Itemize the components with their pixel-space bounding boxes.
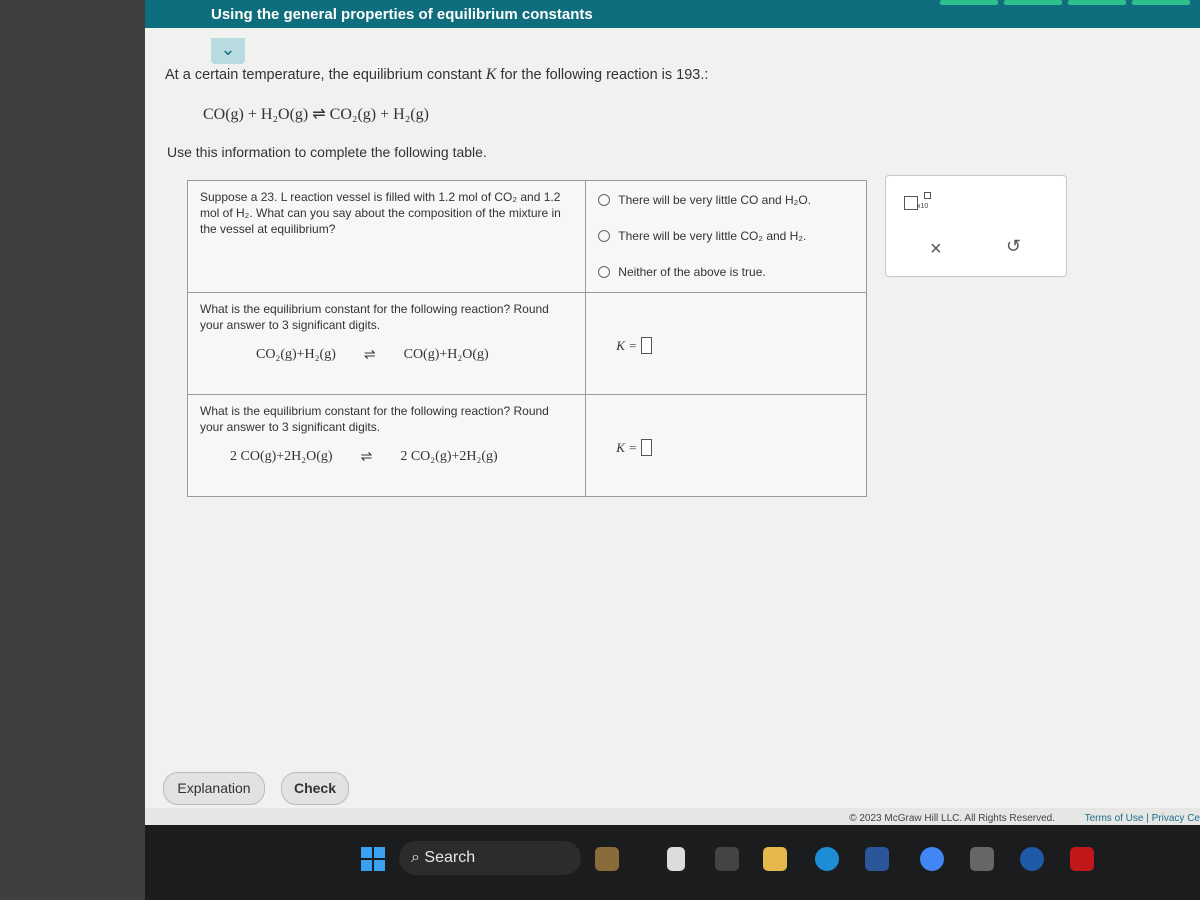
question-cell <box>188 181 586 293</box>
page-title: Using the general properties of equilibrium constants <box>211 6 593 23</box>
instructions: Use this information to complete the following table. <box>167 144 487 160</box>
radio-option-2[interactable]: There will be very little CO₂ and H₂. <box>598 229 854 243</box>
progress-bar <box>940 0 1190 6</box>
edge-icon[interactable] <box>815 847 839 871</box>
widgets-icon[interactable] <box>595 847 619 871</box>
menu-icon[interactable] <box>148 4 176 28</box>
k-answer: K = <box>616 337 854 354</box>
question-text: What is the equilibrium constant for the following reaction? Round your answer to 3 significant digits. <box>200 404 549 434</box>
radio-button[interactable] <box>598 230 610 242</box>
undo-icon[interactable]: ↺ <box>1006 236 1022 256</box>
collapse-chevron-icon[interactable]: ⌄ <box>211 38 245 64</box>
windows-start-icon[interactable] <box>361 847 385 871</box>
mcafee-icon[interactable] <box>1070 847 1094 871</box>
radio-button[interactable] <box>598 194 610 206</box>
answer-cell <box>586 293 867 395</box>
reaction-equation: CO₂(g)+H₂(g) ⇌ CO(g)+H₂O(g) <box>256 347 489 363</box>
question-cell <box>188 395 586 497</box>
check-button[interactable]: Check <box>281 772 349 805</box>
reaction-equation: 2 CO(g)+2H₂O(g) ⇌ 2 CO₂(g)+2H₂(g) <box>230 449 498 465</box>
browser-content <box>145 0 1200 825</box>
main-reaction: CO(g) + H₂O(g) ⇌ CO₂(g) + H₂(g) <box>203 106 429 123</box>
table-row <box>188 181 867 293</box>
copyright: © 2023 McGraw Hill LLC. All Rights Reserved. <box>849 813 1055 824</box>
privacy-link[interactable]: Privacy Ce <box>1151 813 1200 824</box>
radio-option-3[interactable]: Neither of the above is true. <box>598 265 854 279</box>
files-icon[interactable] <box>667 847 685 871</box>
store-icon[interactable] <box>970 847 994 871</box>
k-answer: K = <box>616 439 854 456</box>
question-text: What is the equilibrium constant for the following reaction? Round your answer to 3 significant digits. <box>200 302 549 332</box>
k-input[interactable] <box>641 337 652 354</box>
desk-background <box>0 0 145 900</box>
table-row <box>188 395 867 497</box>
x10-tool-icon[interactable] <box>904 196 918 210</box>
taskbar-search[interactable]: ⌕ Search <box>399 841 581 875</box>
meet-icon[interactable] <box>715 847 739 871</box>
radio-button[interactable] <box>598 266 610 278</box>
exponent-box-icon <box>924 192 931 199</box>
folder-icon[interactable] <box>763 847 787 871</box>
word-icon[interactable] <box>865 847 889 871</box>
footer-links: Terms of Use | Privacy Ce <box>1084 813 1200 824</box>
radio-option-1[interactable]: There will be very little CO and H₂O. <box>598 193 854 207</box>
question-text: Suppose a 23. L reaction vessel is filled with 1.2 mol of CO₂ and 1.2 mol of H₂. What can you say about the composition of the mixture in the vessel at equilibrium? <box>200 190 561 236</box>
question-table <box>187 180 867 497</box>
help-icon[interactable] <box>1020 847 1044 871</box>
taskbar <box>145 825 1200 900</box>
header-bar <box>145 0 1200 28</box>
k-input[interactable] <box>641 439 652 456</box>
question-cell <box>188 293 586 395</box>
explanation-button[interactable]: Explanation <box>163 772 265 805</box>
close-icon[interactable]: × <box>930 238 942 260</box>
table-row <box>188 293 867 395</box>
answer-cell <box>586 181 867 293</box>
answer-cell <box>586 395 867 497</box>
answer-tools-panel: x10 × ↺ <box>885 175 1067 277</box>
intro-text: At a certain temperature, the equilibrium constant K for the following reaction is 193.: <box>165 66 709 83</box>
chrome-icon[interactable] <box>920 847 944 871</box>
terms-link[interactable]: Terms of Use <box>1084 813 1144 824</box>
